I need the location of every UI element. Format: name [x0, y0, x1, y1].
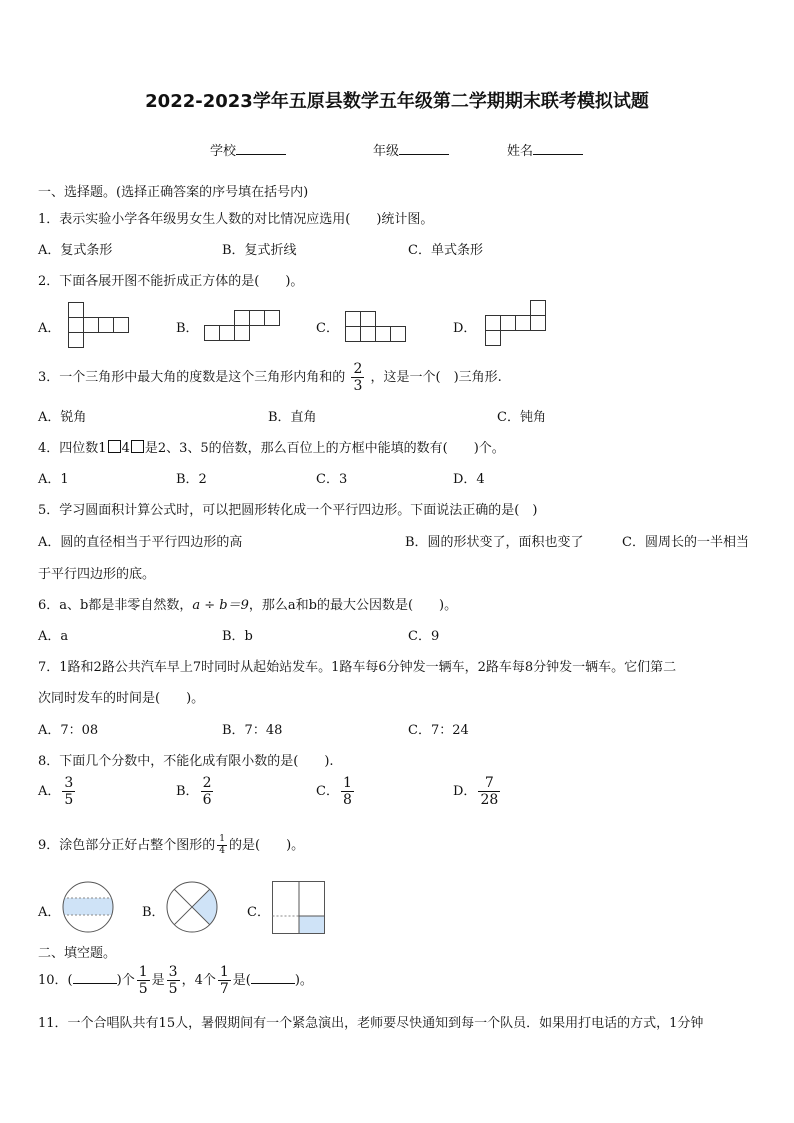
q4-option-b[interactable]: B．2 [176, 472, 207, 487]
question-number: 9． [38, 838, 60, 853]
option-label: A． [38, 784, 61, 799]
q2-option-d[interactable]: D． [453, 321, 477, 336]
paren-open: ( [67, 973, 73, 988]
question-6 [38, 594, 457, 613]
q6-option-c[interactable]: C．9 [408, 629, 440, 644]
name-label: 姓名 [507, 144, 534, 159]
expression: a ÷ b＝9 [192, 598, 249, 613]
school-blank[interactable] [236, 141, 286, 155]
q3-option-b[interactable]: B．直角 [268, 410, 317, 425]
question-2 [38, 270, 303, 289]
text-segment: ，4个 [181, 973, 216, 988]
question-text: 表示实验小学各年级男女生人数的对比情况应选用( )统计图。 [59, 212, 434, 227]
school-label: 学校 [210, 144, 237, 159]
digit-box [108, 440, 121, 453]
question-number: 7． [38, 660, 60, 675]
q5-option-b[interactable]: B．圆的形状变了，面积也变了 [405, 535, 584, 550]
question-3 [38, 362, 502, 393]
circle-shaded-band [62, 881, 114, 933]
cube-net-c [345, 311, 407, 343]
question-number: 5． [38, 503, 60, 518]
question-text: 涂色部分正好占整个图形的 [59, 838, 216, 853]
text-segment: 是( [232, 973, 251, 988]
q5-option-c-continued: 于平行四边形的底。 [38, 567, 156, 582]
fraction-one-seventh: $\frac{1}{7}$ [219, 964, 229, 997]
question-4 [38, 437, 505, 456]
cube-net-b [204, 310, 281, 342]
q8-option-a[interactable] [38, 776, 77, 807]
question-number: 1． [38, 212, 60, 227]
question-text: 一个合唱队共有15人，暑假期间有一个紧急演出，老师要尽快通知到每一个队员．如果用打电话的方式，1分钟 [67, 1016, 704, 1031]
q3-option-a[interactable]: A．锐角 [38, 410, 87, 425]
q9-option-c[interactable]: C． [247, 905, 270, 920]
fraction: $\frac{1}{8}$ [342, 775, 352, 808]
question-7-continued: 次同时发车的时间是( )。 [38, 691, 205, 706]
question-number: 4． [38, 441, 60, 456]
question-1 [38, 208, 433, 227]
question-number: 10． [38, 973, 68, 988]
cube-net-a [68, 302, 130, 348]
digit-four: 4 [121, 441, 130, 456]
fraction: $\frac{2}{6}$ [202, 775, 212, 808]
fraction-one-fifth: $\frac{1}{5}$ [138, 964, 148, 997]
text-segment: 是 [151, 973, 165, 988]
text-segment: )。 [294, 973, 313, 988]
q4-option-d[interactable]: D．4 [453, 472, 485, 487]
option-label: D． [453, 784, 477, 799]
question-7 [38, 656, 676, 675]
question-text-end: 的是( )。 [229, 838, 305, 853]
circle-quarter-shaded [166, 881, 218, 933]
question-text-end: ，这是一个( )三角形. [370, 370, 502, 385]
question-text-end: ，那么a和b的最大公因数是( )。 [248, 598, 458, 613]
q4-option-a[interactable]: A．1 [38, 472, 69, 487]
section-fill-heading: 二、填空题。 [38, 946, 117, 961]
text-segment: )个 [116, 973, 135, 988]
q3-option-c[interactable]: C．钝角 [497, 410, 546, 425]
name-field[interactable] [507, 140, 583, 159]
q2-option-a[interactable]: A． [38, 321, 61, 336]
option-label: C． [316, 784, 339, 799]
fraction-one-quarter: $\frac{1}{4}$ [219, 834, 226, 856]
q2-option-b[interactable]: B． [176, 321, 199, 336]
option-label: B． [176, 784, 199, 799]
question-number: 11． [38, 1016, 68, 1031]
question-9 [38, 834, 304, 856]
grade-label: 年级 [373, 144, 400, 159]
q9-option-b[interactable]: B． [142, 905, 165, 920]
square-shaded-part [272, 881, 326, 935]
question-text: 学习圆面积计算公式时，可以把圆形转化成一个平行四边形。下面说法正确的是( ) [59, 503, 538, 518]
question-text: 下面各展开图不能折成正方体的是( )。 [59, 274, 304, 289]
q2-option-c[interactable]: C． [316, 321, 339, 336]
question-11 [38, 1012, 703, 1031]
question-10 [38, 965, 313, 996]
fraction: $\frac{3}{5}$ [64, 775, 74, 808]
q6-option-b[interactable]: B．b [222, 629, 253, 644]
q6-option-a[interactable]: A．a [38, 629, 69, 644]
q5-option-c[interactable]: C．圆周长的一半相当 [622, 535, 749, 550]
section-choice-heading: 一、选择题。(选择正确答案的序号填在括号内) [38, 185, 309, 200]
grade-field[interactable] [373, 140, 449, 159]
school-field[interactable] [210, 140, 286, 159]
question-number: 2． [38, 274, 60, 289]
question-number: 6． [38, 598, 60, 613]
question-text-end: 是2、3、5的倍数，那么百位上的方框中能填的数有( )个。 [144, 441, 505, 456]
question-5 [38, 499, 537, 518]
fraction-two-thirds: $\frac{2}{3}$ [353, 361, 363, 394]
answer-blank-2[interactable] [251, 970, 295, 984]
name-blank[interactable] [533, 141, 583, 155]
question-text: 下面几个分数中，不能化成有限小数的是( ). [59, 754, 334, 769]
q8-option-b[interactable] [176, 776, 215, 807]
fraction-three-fifths: $\frac{3}{5}$ [168, 964, 178, 997]
q1-option-c[interactable]: C．单式条形 [408, 243, 483, 258]
fraction: $\frac{7}{28}$ [480, 775, 499, 808]
q5-option-a[interactable]: A．圆的直径相当于平行四边形的高 [38, 535, 243, 550]
q8-option-c[interactable] [316, 776, 356, 807]
q8-option-d[interactable] [453, 776, 502, 807]
question-text: 一个三角形中最大角的度数是这个三角形内角和的 [59, 370, 346, 385]
question-text: 四位数1 [59, 441, 107, 456]
question-text: 1路和2路公共汽车早上7时同时从起始站发车。1路车每6分钟发一辆车，2路车每8分钟发一辆车。它们第二 [59, 660, 677, 675]
answer-blank-1[interactable] [73, 970, 117, 984]
q7-option-b[interactable]: B．7：48 [222, 723, 283, 738]
page-title: 2022-2023学年五原县数学五年级第二学期期末联考模拟试题 [145, 91, 649, 112]
question-number: 3． [38, 370, 60, 385]
question-8 [38, 750, 334, 769]
q1-option-b[interactable]: B．复式折线 [222, 243, 297, 258]
q7-option-c[interactable]: C．7：24 [408, 723, 469, 738]
q4-option-c[interactable]: C．3 [316, 472, 348, 487]
q1-option-a[interactable]: A．复式条形 [38, 243, 113, 258]
cube-net-d [485, 300, 547, 347]
digit-box [131, 440, 144, 453]
question-text: a、b都是非零自然数， [59, 598, 193, 613]
q7-option-a[interactable]: A．7：08 [38, 723, 99, 738]
grade-blank[interactable] [399, 141, 449, 155]
q9-option-a[interactable]: A． [38, 905, 61, 920]
question-number: 8． [38, 754, 60, 769]
